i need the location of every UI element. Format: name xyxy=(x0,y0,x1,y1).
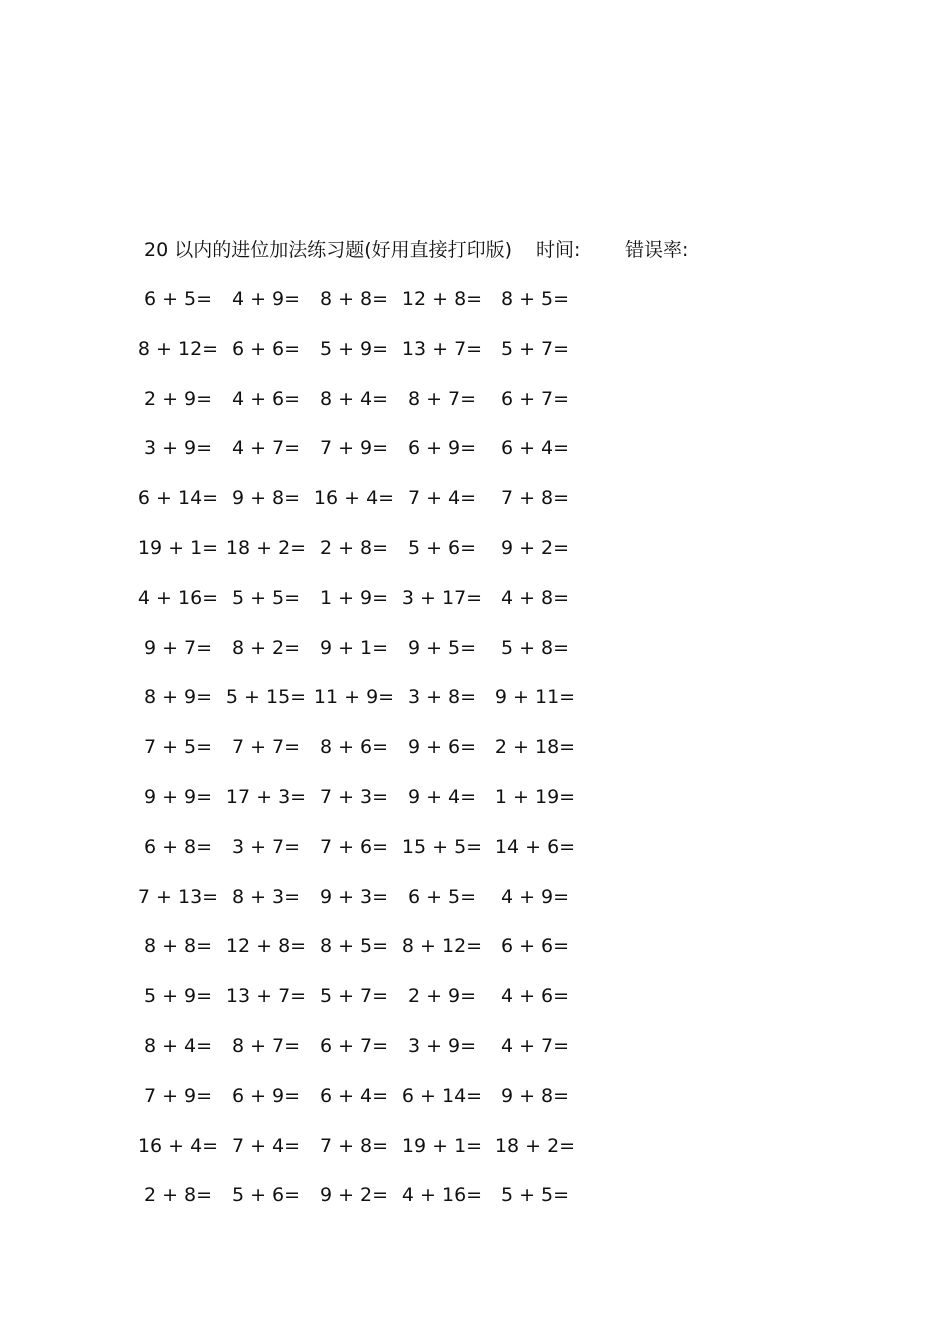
addition-problem: 4 + 16= xyxy=(137,586,219,609)
addition-problem: 3 + 17= xyxy=(401,586,483,609)
addition-problem: 2 + 9= xyxy=(407,985,477,1008)
problem-row xyxy=(0,285,950,313)
addition-problem: 9 + 2= xyxy=(500,537,570,559)
problem-row xyxy=(0,1082,950,1110)
addition-problem: 2 + 8= xyxy=(319,537,389,559)
addition-problem: 13 + 7= xyxy=(225,985,307,1008)
problem-row xyxy=(0,484,950,512)
addition-problem: 17 + 3= xyxy=(225,786,307,808)
addition-problem: 7 + 6= xyxy=(319,835,389,858)
addition-problem: 8 + 12= xyxy=(137,337,219,360)
addition-problem: 4 + 16= xyxy=(401,1184,483,1207)
addition-problem: 8 + 4= xyxy=(319,387,389,410)
addition-problem: 12 + 8= xyxy=(225,935,307,958)
addition-problem: 5 + 5= xyxy=(231,586,301,609)
problem-row xyxy=(0,1032,950,1060)
addition-problem: 7 + 7= xyxy=(231,736,301,759)
addition-problem: 3 + 7= xyxy=(231,835,301,858)
addition-problem: 6 + 9= xyxy=(407,437,477,460)
addition-problem: 5 + 9= xyxy=(319,337,389,360)
addition-problem: 5 + 8= xyxy=(500,636,570,659)
addition-problem: 8 + 7= xyxy=(407,387,477,410)
addition-problem: 6 + 9= xyxy=(231,1084,301,1107)
addition-problem: 9 + 6= xyxy=(407,736,477,759)
addition-problem: 7 + 13= xyxy=(137,885,219,908)
addition-problem: 4 + 7= xyxy=(500,1035,570,1057)
addition-problem: 4 + 6= xyxy=(231,387,301,410)
addition-problem: 3 + 9= xyxy=(143,437,213,460)
addition-problem: 5 + 15= xyxy=(225,686,307,709)
addition-problem: 18 + 2= xyxy=(225,537,307,559)
addition-problem: 6 + 5= xyxy=(407,885,477,908)
addition-problem: 9 + 11= xyxy=(494,686,576,709)
addition-problem: 7 + 5= xyxy=(143,736,213,759)
addition-problem: 5 + 6= xyxy=(407,537,477,559)
addition-problem: 4 + 8= xyxy=(500,586,570,609)
addition-problem: 18 + 2= xyxy=(494,1134,576,1157)
addition-problem: 9 + 9= xyxy=(143,786,213,808)
problem-row xyxy=(0,335,950,363)
addition-problem: 8 + 8= xyxy=(319,288,389,310)
addition-problem: 6 + 7= xyxy=(319,1035,389,1057)
addition-problem: 9 + 3= xyxy=(319,885,389,908)
problem-row xyxy=(0,634,950,662)
addition-problem: 19 + 1= xyxy=(137,537,219,559)
addition-problem: 6 + 8= xyxy=(143,835,213,858)
addition-problem: 7 + 8= xyxy=(500,487,570,510)
addition-problem: 8 + 8= xyxy=(143,935,213,958)
addition-problem: 8 + 7= xyxy=(231,1035,301,1057)
addition-problem: 2 + 18= xyxy=(494,736,576,759)
problem-row xyxy=(0,683,950,711)
addition-problem: 7 + 4= xyxy=(407,487,477,510)
addition-problem: 7 + 3= xyxy=(319,786,389,808)
addition-problem: 4 + 9= xyxy=(231,288,301,310)
addition-problem: 8 + 3= xyxy=(231,885,301,908)
addition-problem: 5 + 5= xyxy=(500,1184,570,1207)
addition-problem: 6 + 6= xyxy=(231,337,301,360)
problem-row xyxy=(0,733,950,761)
addition-problem: 6 + 14= xyxy=(401,1084,483,1107)
addition-problem: 13 + 7= xyxy=(401,337,483,360)
addition-problem: 6 + 4= xyxy=(500,437,570,460)
addition-problem: 4 + 6= xyxy=(500,985,570,1008)
problem-row xyxy=(0,982,950,1010)
addition-problem: 5 + 7= xyxy=(319,985,389,1008)
addition-problem: 7 + 9= xyxy=(319,437,389,460)
addition-problem: 5 + 7= xyxy=(500,337,570,360)
addition-problem: 11 + 9= xyxy=(313,686,395,709)
addition-problem: 9 + 5= xyxy=(407,636,477,659)
addition-problem: 1 + 19= xyxy=(494,786,576,808)
addition-problem: 5 + 9= xyxy=(143,985,213,1008)
addition-problem: 16 + 4= xyxy=(313,487,395,510)
problem-row xyxy=(0,434,950,462)
problem-row xyxy=(0,932,950,960)
addition-problem: 6 + 4= xyxy=(319,1084,389,1107)
addition-problem: 9 + 2= xyxy=(319,1184,389,1207)
problem-row xyxy=(0,1181,950,1209)
addition-problem: 4 + 7= xyxy=(231,437,301,460)
addition-problem: 1 + 9= xyxy=(319,586,389,609)
addition-problem: 6 + 6= xyxy=(500,935,570,958)
error-rate-label: 错误率: xyxy=(625,239,689,261)
addition-problem: 3 + 9= xyxy=(407,1035,477,1057)
addition-problem: 14 + 6= xyxy=(494,835,576,858)
addition-problem: 9 + 7= xyxy=(143,636,213,659)
addition-problem: 9 + 4= xyxy=(407,786,477,808)
addition-problem: 9 + 1= xyxy=(319,636,389,659)
addition-problem: 12 + 8= xyxy=(401,288,483,310)
addition-problem: 8 + 4= xyxy=(143,1035,213,1057)
addition-problem: 5 + 6= xyxy=(231,1184,301,1207)
addition-problem: 8 + 9= xyxy=(143,686,213,709)
addition-problem: 6 + 7= xyxy=(500,387,570,410)
addition-problem: 4 + 9= xyxy=(500,885,570,908)
addition-problem: 8 + 2= xyxy=(231,636,301,659)
addition-problem: 6 + 14= xyxy=(137,487,219,510)
problem-row xyxy=(0,883,950,911)
problem-row xyxy=(0,783,950,811)
addition-problem: 15 + 5= xyxy=(401,835,483,858)
addition-problem: 8 + 12= xyxy=(401,935,483,958)
problem-row xyxy=(0,534,950,562)
addition-problem: 2 + 8= xyxy=(143,1184,213,1207)
problem-row xyxy=(0,385,950,413)
addition-problem: 19 + 1= xyxy=(401,1134,483,1157)
addition-problem: 7 + 9= xyxy=(143,1084,213,1107)
problem-row xyxy=(0,584,950,612)
addition-problem: 6 + 5= xyxy=(143,288,213,310)
time-label: 时间: xyxy=(536,239,581,261)
addition-problem: 8 + 5= xyxy=(500,288,570,310)
addition-problem: 7 + 8= xyxy=(319,1134,389,1157)
problem-row xyxy=(0,1132,950,1160)
addition-problem: 8 + 5= xyxy=(319,935,389,958)
addition-problem: 9 + 8= xyxy=(500,1084,570,1107)
addition-problem: 7 + 4= xyxy=(231,1134,301,1157)
addition-problem: 16 + 4= xyxy=(137,1134,219,1157)
addition-problem: 9 + 8= xyxy=(231,487,301,510)
addition-problem: 8 + 6= xyxy=(319,736,389,759)
problem-row xyxy=(0,833,950,861)
addition-problem: 3 + 8= xyxy=(407,686,477,709)
worksheet-title: 20 以内的进位加法练习题(好用直接打印版) xyxy=(144,239,513,261)
addition-problem: 2 + 9= xyxy=(143,387,213,410)
